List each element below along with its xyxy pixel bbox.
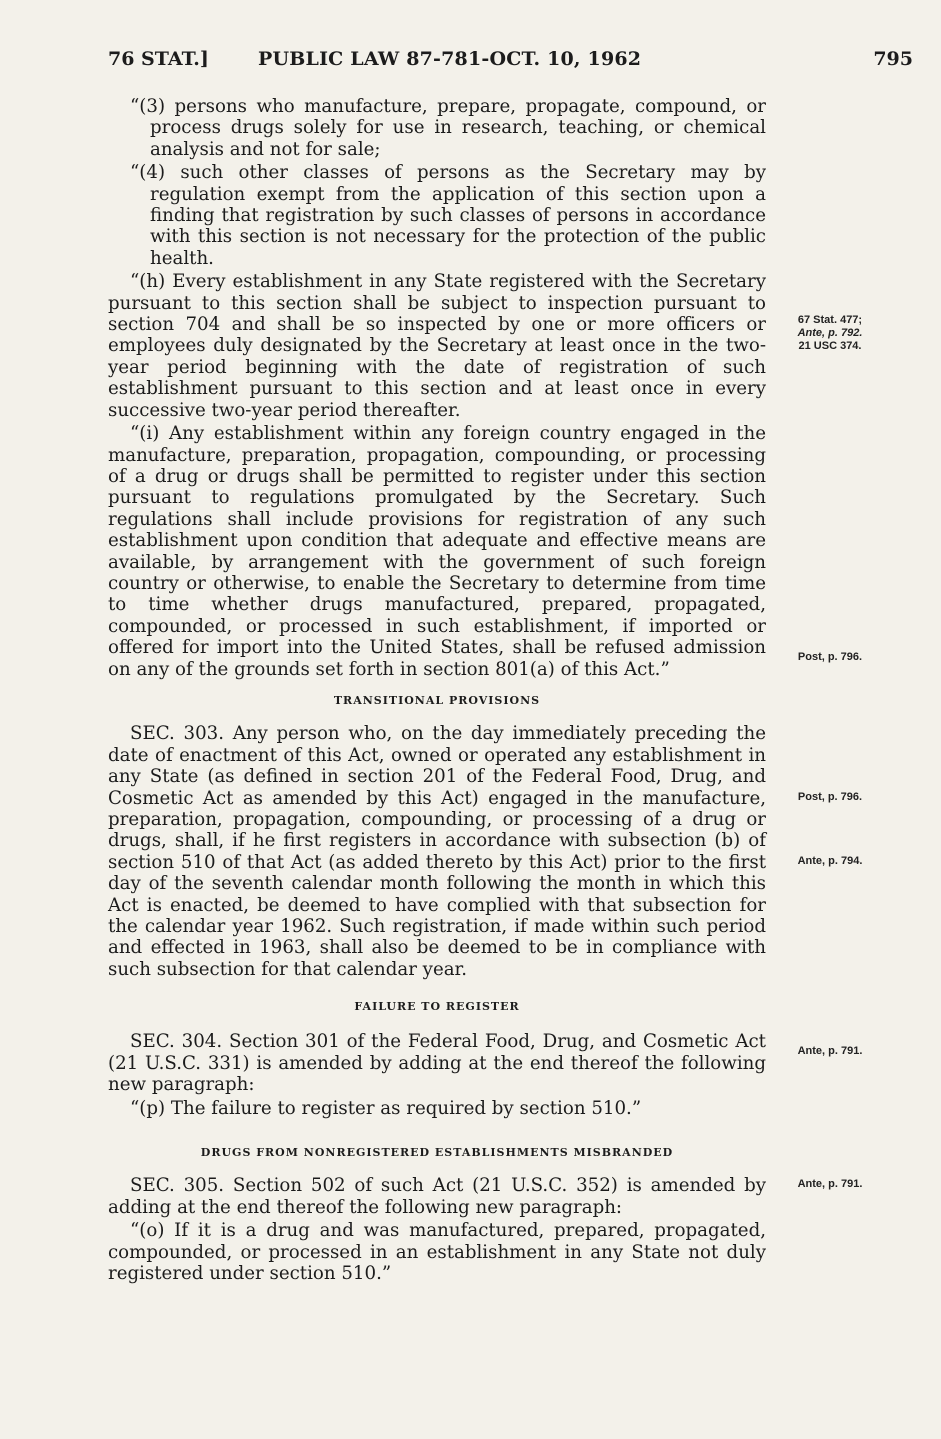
heading-failure-to-register: FAILURE TO REGISTER xyxy=(354,1000,520,1013)
heading-transitional-provisions: TRANSITIONAL PROVISIONS xyxy=(333,694,541,707)
page-number: 795 xyxy=(873,48,913,70)
text-block-section-303 xyxy=(108,690,766,980)
clause-4: “(4) such other classes of persons as the Secretary may by regulation exempt from the application of this section upon a finding that registration by such classes of persons in accordance with this section is not necessary for the protection of the public health. xyxy=(130,162,766,269)
clause-3: “(3) persons who manufacture, prepare, propagate, compound, or process drugs solely for use in research, teaching, or chemical analysis and not for sale; xyxy=(130,96,766,160)
margin-note-line: Ante, p. 792. xyxy=(797,327,863,339)
text-block-upper xyxy=(108,96,766,680)
text-block-section-305 xyxy=(108,1142,766,1284)
margin-note-line: 67 Stat. 477; xyxy=(797,314,863,326)
margin-note-ante-794: Ante, p. 794. xyxy=(797,855,863,867)
margin-note-ante-791-a: Ante, p. 791. xyxy=(797,1045,863,1057)
section-304: SEC. 304. Section 301 of the Federal Food, Drug, and Cosmetic Act (21 U.S.C. 331) is amended by adding at the end thereof the following new paragraph: xyxy=(108,1031,766,1096)
running-header xyxy=(108,44,913,78)
margin-note-post-796-b: Post, p. 796. xyxy=(797,791,863,803)
margin-note-ante-791-b: Ante, p. 791. xyxy=(797,1178,863,1190)
margin-note-67-stat xyxy=(770,314,890,353)
text-block-section-304 xyxy=(108,996,766,1119)
law-title: PUBLIC LAW 87-781-OCT. 10, 1962 xyxy=(258,48,642,70)
section-305: SEC. 305. Section 502 of such Act (21 U.S.C. 352) is amended by adding at the end thereof the following new paragraph: xyxy=(108,1175,766,1218)
volume-reference: 76 STAT.] xyxy=(108,48,209,70)
margin-note-line: 21 USC 374. xyxy=(798,340,862,352)
subsection-i: “(i) Any establishment within any foreign country engaged in the manufacture, preparation, propagation, compounding, or processing of a drug or drugs shall be permitted to register under this section pursuant to regulations promulgated by the Secretary. Such regulations shall include provisions for registration of any such establishment upon condition that adequate and effective means are available, by arrangement with the government of such foreign country or otherwise, to enable the Secretary to determine from time to time whether drugs manufactured, prepared, propagated, compounded, or processed in such establishment, if imported or offered for import into the United States, shall be refused admission on any of the grounds set forth in section 801(a) of this Act.” xyxy=(108,423,766,680)
subsection-h: “(h) Every establishment in any State registered with the Secretary pursuant to this section shall be subject to inspection pursuant to section 704 and shall be so inspected by one or more officers or employees duly designated by the Secretary at least once in the two-year period beginning with the date of registration of such establishment pursuant to this section and at least once in every successive two-year period thereafter. xyxy=(108,271,766,421)
paragraph-p: “(p) The failure to register as required by section 510.” xyxy=(130,1097,642,1119)
section-303: SEC. 303. Any person who, on the day immediately preceding the date of enactment of this Act, owned or operated any establishment in any State (as defined in section 201 of the Federal Food, Drug, and Cosmetic Act as amended by this Act) engaged in the manufacture, preparation, propagation, compounding, or processing of a drug or drugs, shall, if he first registers in accordance with subsection (b) of section 510 of that Act (as added thereto by this Act) prior to the first day of the seventh calendar month following the month in which this Act is enacted, be deemed to have complied with that subsection for the calendar year 1962. Such registration, if made within such period and effected in 1963, shall also be deemed to be in compliance with such subsection for that calendar year. xyxy=(108,723,766,980)
paragraph-o: “(o) If it is a drug and was manufactured, prepared, propagated, compounded, or processed in an establishment in any State not duly registered under section 510.” xyxy=(108,1220,766,1285)
margin-note-post-796-a: Post, p. 796. xyxy=(797,651,863,663)
heading-drugs-misbranded: DRUGS FROM NONREGISTERED ESTABLISHMENTS MISBRANDED xyxy=(200,1146,674,1159)
